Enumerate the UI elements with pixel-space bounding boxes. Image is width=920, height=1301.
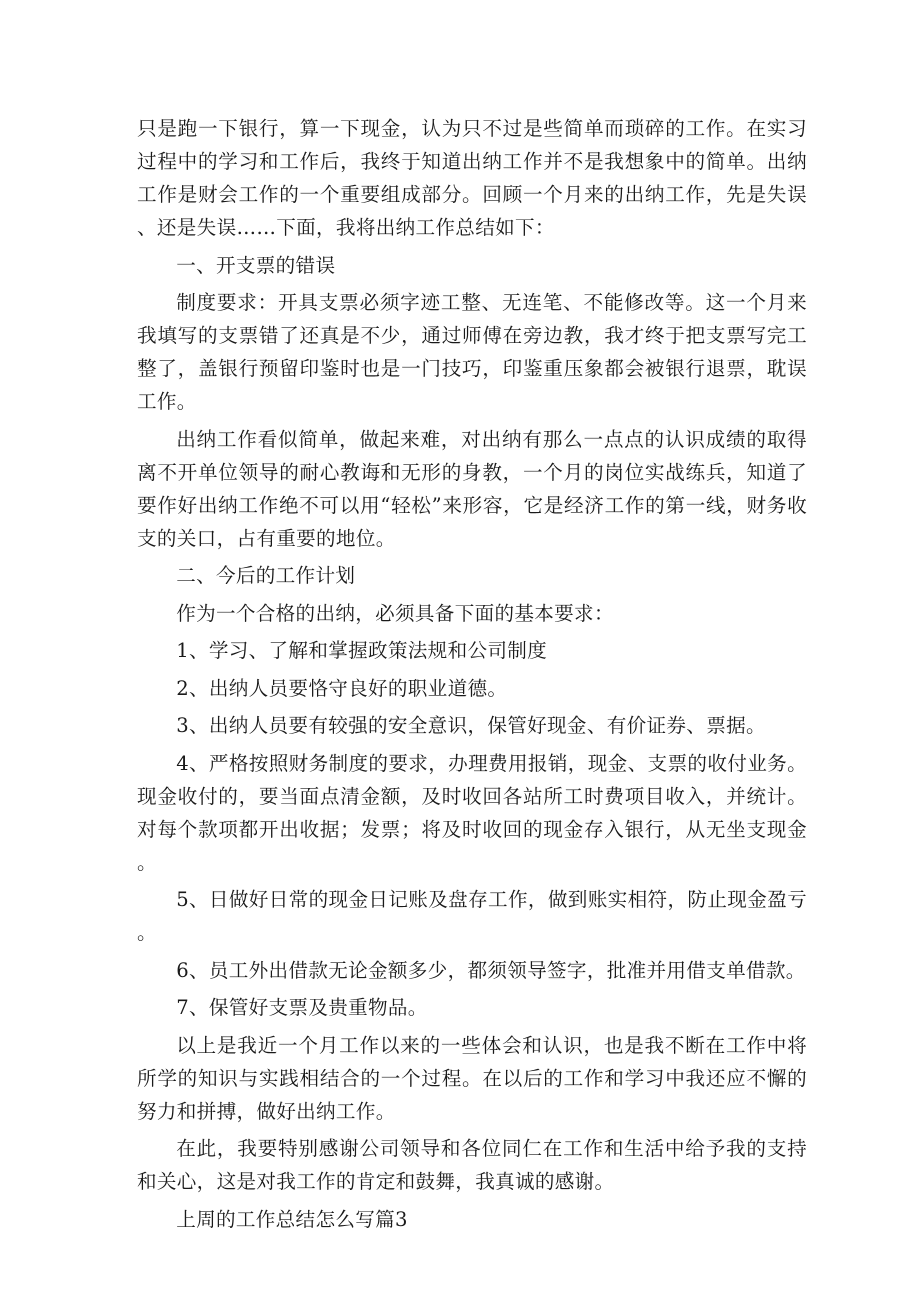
next-article-title: 上周的工作总结怎么写篇3	[176, 1207, 408, 1231]
document-body	[137, 112, 807, 1240]
list-item-1: 1、学习、了解和掌握政策法规和公司制度	[176, 639, 548, 662]
list-item-4: 4、严格按照财务制度的要求，办理费用报销，现金、支票的收付业务。现金收付的，要当面点清金额，及时收回各站所工时费项目收入，并统计。对每个款项都开出收据；发票；将及时收回的现金存入银行，从无坐支现金。	[137, 751, 807, 874]
list-item-5: 5、日做好日常的现金日记账及盘存工作，做到账实相符，防止现金盈亏。	[137, 888, 807, 944]
section-heading-future-plan: 二、今后的工作计划	[176, 564, 356, 587]
paragraph-intro-continued: 只是跑一下银行，算一下现金，认为只不过是些简单而琐碎的工作。在实习过程中的学习和工作后，我终于知道出纳工作并不是我想象中的简单。出纳工作是财会工作的一个重要组成部分。回顾一个月来的出纳工作，先是失误、还是失误……下面，我将出纳工作总结如下：	[137, 117, 807, 239]
list-item-2: 2、出纳人员要恪守良好的职业道德。	[176, 676, 508, 700]
paragraph-cashier-reflection: 出纳工作看似简单，做起来难，对出纳有那么一点点的认识成绩的取得离不开单位领导的耐心教诲和无形的身教，一个月的岗位实战练兵，知道了要作好出纳工作绝不可以用“轻松”来形容，它是经济工作的第一线，财务收支的关口，占有重要的地位。	[137, 427, 807, 550]
paragraph-thanks: 在此，我要特别感谢公司领导和各位同仁在工作和生活中给予我的支持和关心，这是对我工作的肯定和鼓舞，我真诚的感谢。	[137, 1137, 807, 1193]
paragraph-requirements-intro: 作为一个合格的出纳，必须具备下面的基本要求：	[176, 601, 614, 625]
list-item-3: 3、出纳人员要有较强的安全意识，保管好现金、有价证券、票据。	[176, 714, 766, 737]
section-heading-check-errors: 一、开支票的错误	[176, 253, 336, 277]
paragraph-check-requirements: 制度要求：开具支票必须字迹工整、无连笔、不能修改等。这一个月来我填写的支票错了还真是不少，通过师傅在旁边教，我才终于把支票写完工整了，盖银行预留印鉴时也是一门技巧，印鉴重压象都会被银行退票，耽误工作。	[137, 291, 807, 413]
list-item-7: 7、保管好支票及贵重物品。	[176, 996, 428, 1019]
paragraph-summary: 以上是我近一个月工作以来的一些体会和认识，也是我不断在工作中将所学的知识与实践相结合的一个过程。在以后的工作和学习中我还应不懈的努力和拼搏，做好出纳工作。	[137, 1033, 807, 1123]
list-item-6: 6、员工外出借款无论金额多少，都须领导签字，批准并用借支单借款。	[176, 958, 806, 982]
